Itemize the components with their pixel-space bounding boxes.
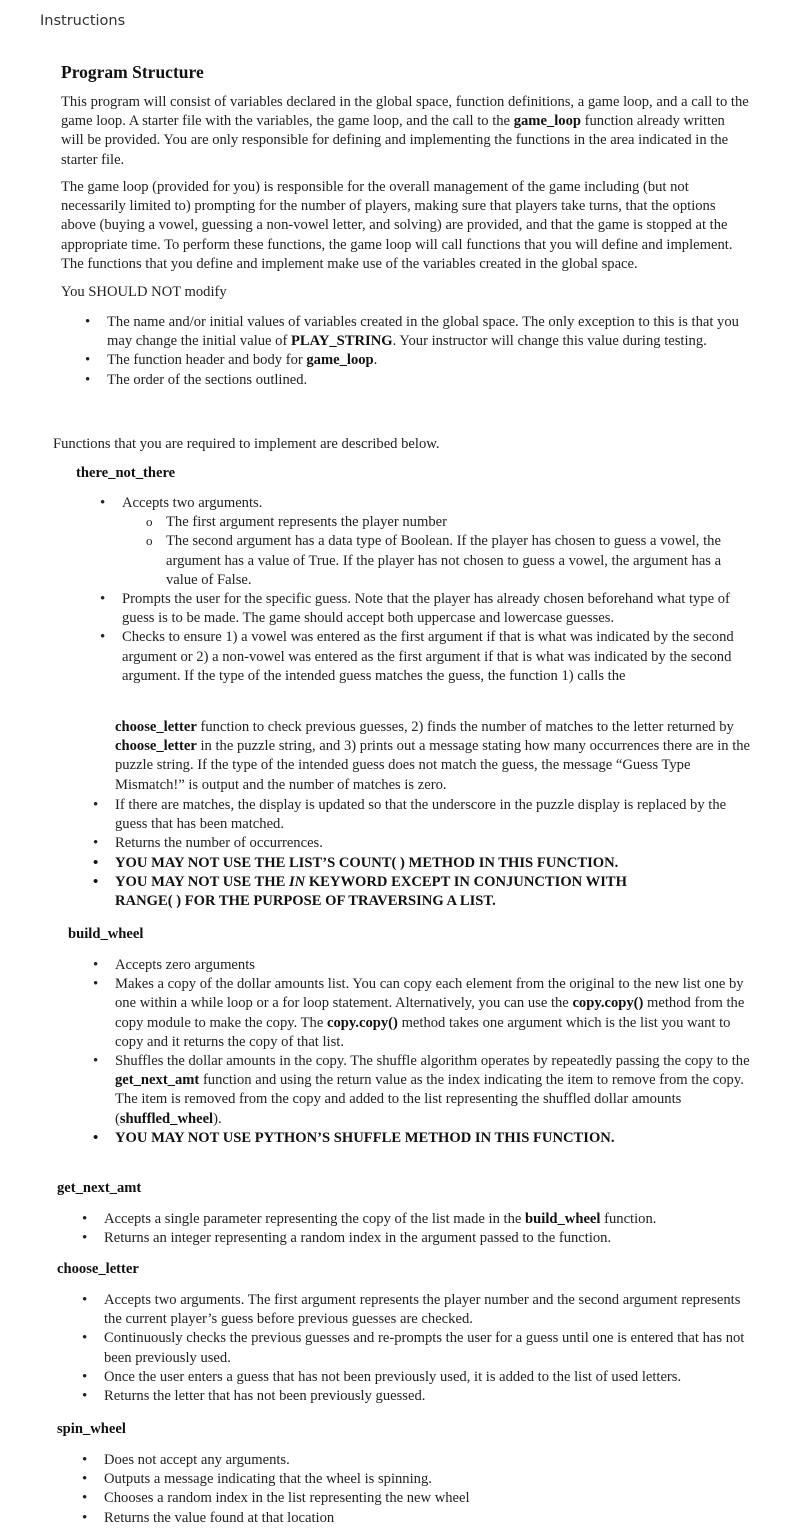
list-item: • Returns the letter that has not been previously guessed. — [82, 1387, 752, 1406]
restrictions-list — [85, 313, 750, 390]
list-item: • Makes a copy of the dollar amounts list. You can copy each element from the original to the new list one by one within a while loop or a for loop statement. Alternatively, you can use the copy.copy() method from the copy module to make the copy. The copy.copy() method takes one argument which is the list you want to copy and it returns the copy of that list. — [93, 975, 753, 1052]
list-item: • Does not accept any arguments. — [82, 1451, 752, 1470]
structure-paragraph-1: This program will consist of variables declared in the global space, function definitions, a game loop, and a call to the game loop. A starter file with the variables, the game loop, and the call to the game_loop function already written will be provided. You are only responsible for defining and implementing the functions in the area indicated in the starter file. — [61, 94, 749, 168]
page-header-label: Instructions — [40, 13, 126, 29]
list-item: • YOU MAY NOT USE PYTHON’S SHUFFLE METHOD IN THIS FUNCTION. — [93, 1129, 753, 1148]
list-item: • YOU MAY NOT USE THE LIST’S COUNT( ) METHOD IN THIS FUNCTION. — [93, 854, 751, 873]
list-item: • The order of the sections outlined. — [85, 371, 750, 390]
function-title-build-wheel: build_wheel — [68, 926, 144, 942]
build-wheel-list — [93, 956, 753, 1148]
list-item: • Chooses a random index in the list representing the new wheel — [82, 1489, 752, 1508]
choose-letter-list — [82, 1291, 752, 1406]
list-item: o The second argument has a data type of Boolean. If the player has chosen to guess a vowel, the argument has a value of True. If the player has not chosen to guess a vowel, the argument has a value of False. — [144, 532, 748, 590]
function-title-there-not-there: there_not_there — [76, 465, 176, 481]
list-item: • Once the user enters a guess that has not been previously used, it is added to the list of used letters. — [82, 1368, 752, 1387]
function-title-spin-wheel: spin_wheel — [57, 1421, 126, 1437]
function-title-choose-letter: choose_letter — [57, 1261, 139, 1277]
list-item: • The function header and body for game_loop. — [85, 351, 750, 370]
function-title-get-next-amt: get_next_amt — [57, 1180, 142, 1196]
list-item: • YOU MAY NOT USE THE IN KEYWORD EXCEPT IN CONJUNCTION WITH RANGE( ) FOR THE PURPOSE OF TRAVERSING A LIST. — [93, 873, 751, 911]
functions-intro: Functions that you are required to implement are described below. — [53, 436, 440, 452]
list-item: • Accepts two arguments. o The first argument represents the player number o The second argument has a data type of Boolean. If the player has chosen to guess a vowel, the argument has a value of True. If the player has not chosen to guess a vowel, the argument has a value of False. — [100, 494, 748, 590]
structure-paragraph-3: You SHOULD NOT modify — [61, 284, 227, 300]
there-not-there-list-2 — [93, 796, 751, 911]
list-item: • Accepts two arguments. The first argument represents the player number and the second argument represents the current player’s guess before previous guesses are checked. — [82, 1291, 752, 1329]
list-item: • Continuously checks the previous guesses and re-prompts the user for a guess until one is entered that has not been previously used. — [82, 1329, 752, 1367]
argument-sublist — [144, 513, 748, 590]
list-item: • Checks to ensure 1) a vowel was entered as the first argument if that is what was indicated by the second argument or 2) a non-vowel was entered as the first argument if that is what was indicated by the second argument. If the type of the intended guess matches the guess, the function 1) calls the — [100, 628, 748, 686]
there-not-there-continuation: choose_letter function to check previous guesses, 2) finds the number of matches to the letter returned by choose_letter in the puzzle string, and 3) prints out a message stating how many occurrences there are in the puzzle string. If the type of the intended guess does not match the guess, the message “Guess Type Mismatch!” is output and the number of matches is zero. — [115, 719, 751, 793]
list-item: • Accepts zero arguments — [93, 956, 753, 975]
list-item: • Shuffles the dollar amounts in the copy. The shuffle algorithm operates by repeatedly passing the copy to the get_next_amt function and using the return value as the index indicating the item to remove from the copy. The item is removed from the copy and added to the list representing the shuffled dollar amounts (shuffled_wheel). — [93, 1052, 753, 1129]
structure-paragraph-2: The game loop (provided for you) is responsible for the overall management of the game including (but not necessarily limited to) prompting for the number of players, making sure that players take turns, that the options above (buying a vowel, guessing a non-vowel letter, and solving) are provided, and that the game is stopped at the appropriate time. To perform these functions, the game loop will call functions that you will define and implement. The functions that you define and implement make use of the variables created in the global space. — [61, 179, 733, 272]
list-item: o The first argument represents the player number — [144, 513, 748, 532]
list-item: • Returns the number of occurrences. — [93, 834, 751, 853]
list-item: • Returns the value found at that location — [82, 1509, 752, 1528]
list-item: • The name and/or initial values of variables created in the global space. The only exception to this is that you may change the initial value of PLAY_STRING. Your instructor will change this value during testing. — [85, 313, 750, 351]
list-item: • Returns an integer representing a random index in the argument passed to the function. — [82, 1229, 752, 1248]
list-item: • Outputs a message indicating that the wheel is spinning. — [82, 1470, 752, 1489]
spin-wheel-list — [82, 1451, 752, 1528]
list-item: • If there are matches, the display is updated so that the underscore in the puzzle display is replaced by the guess that has been matched. — [93, 796, 751, 834]
list-item: • Prompts the user for the specific guess. Note that the player has already chosen beforehand what type of guess is to be made. The game should accept both uppercase and lowercase guesses. — [100, 590, 748, 628]
section-title: Program Structure — [61, 62, 204, 82]
get-next-amt-list — [82, 1210, 752, 1248]
there-not-there-list — [100, 494, 748, 686]
list-item: • Accepts a single parameter representing the copy of the list made in the build_wheel function. — [82, 1210, 752, 1229]
